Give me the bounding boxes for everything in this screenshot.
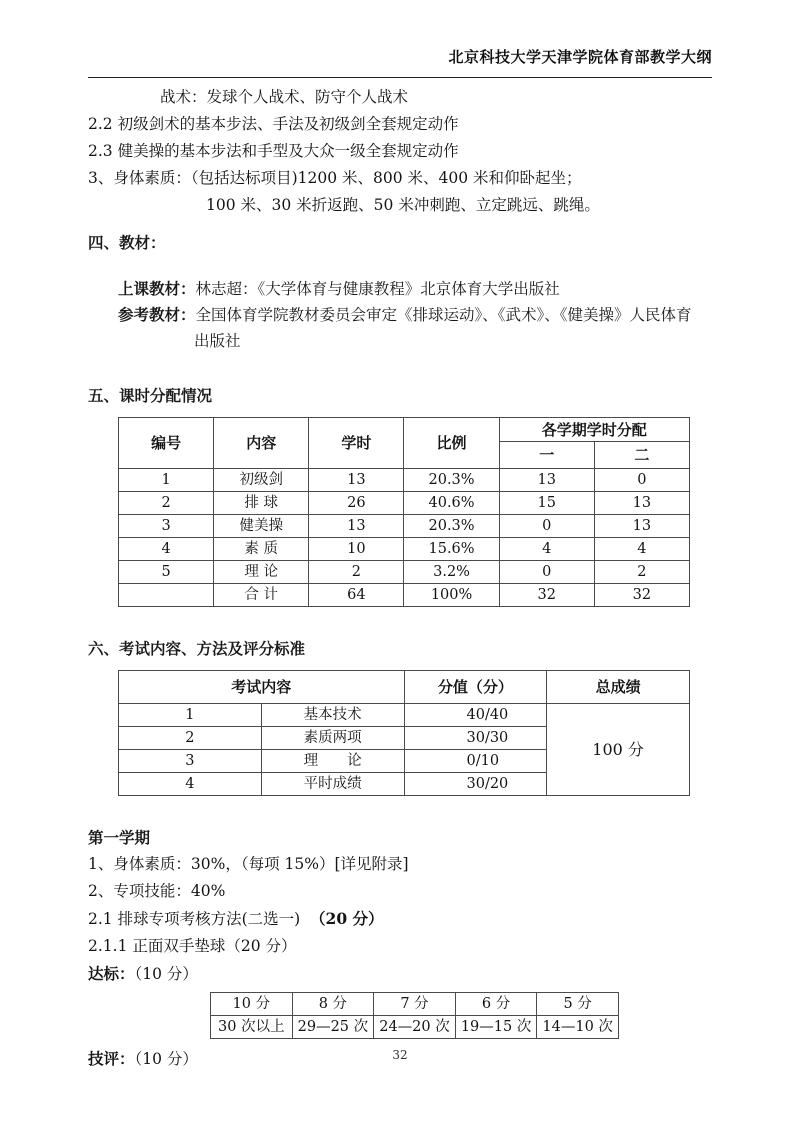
spacer <box>88 796 712 824</box>
text-line-2-3: 2.3 健美操的基本步法和手型及大众一级全套规定动作 <box>88 142 459 160</box>
cell-hours: 10 <box>309 538 404 561</box>
cell-number: 3 <box>119 515 214 538</box>
cell-term-2: 32 <box>594 584 689 607</box>
hours-allocation-table <box>118 417 690 607</box>
table-header-row <box>119 418 690 442</box>
cell-term-1: 4 <box>499 538 594 561</box>
cell-item: 基本技术 <box>261 704 404 727</box>
table-row <box>119 704 690 727</box>
cell-content: 初级剑 <box>214 469 309 492</box>
term1-line-2-1 <box>88 905 712 933</box>
text-line-2-2: 2.2 初级剑术的基本步法、手法及初级剑全套规定动作 <box>88 115 459 133</box>
material-class-label: 上课教材： <box>118 279 196 298</box>
standard-value: （10 分） <box>134 965 198 983</box>
cell-hours: 64 <box>309 584 404 607</box>
cell-item: 理 论 <box>261 750 404 773</box>
cell-count: 30 次以上 <box>211 1016 293 1039</box>
table-header-row <box>119 671 690 704</box>
cell-content: 素 质 <box>214 538 309 561</box>
cell-score: 6 分 <box>455 993 537 1016</box>
section-heading-exam: 六、考试内容、方法及评分标准 <box>88 639 306 658</box>
cell-number: 2 <box>119 727 262 750</box>
cell-term-2: 2 <box>594 561 689 584</box>
material-ref-continuation: 出版社 <box>194 332 241 350</box>
cell-number: 3 <box>119 750 262 773</box>
table-row <box>119 538 690 561</box>
cell-term-2: 4 <box>594 538 689 561</box>
th-term-1: 一 <box>499 442 594 469</box>
section-heading-materials: 四、教材： <box>88 233 166 252</box>
cell-score: 7 分 <box>374 993 456 1016</box>
section-heading-term1: 第一学期 <box>88 828 151 847</box>
cell-score: 30/30 <box>404 727 547 750</box>
document-body <box>88 84 712 1073</box>
cell-number: 5 <box>119 561 214 584</box>
cell-item: 素质两项 <box>261 727 404 750</box>
cell-content: 合 计 <box>214 584 309 607</box>
cell-content: 理 论 <box>214 561 309 584</box>
cell-hours: 13 <box>309 469 404 492</box>
cell-term-1: 0 <box>499 561 594 584</box>
th-terms-group: 各学期学时分配 <box>499 418 689 442</box>
exam-content-table <box>118 670 690 796</box>
th-hours: 学时 <box>309 418 404 469</box>
th-ratio: 比例 <box>404 418 499 469</box>
standard-row <box>88 960 712 988</box>
cell-total-score: 100 分 <box>547 704 690 796</box>
skill-value: （10 分） <box>134 1050 198 1068</box>
cell-score: 30/20 <box>404 773 547 796</box>
th-exam-content: 考试内容 <box>119 671 405 704</box>
cell-number: 1 <box>119 469 214 492</box>
cell-number <box>119 584 214 607</box>
term1-line-2-1-text: 2.1 排球专项考核方法(二选一) <box>88 910 301 928</box>
skill-label: 技评： <box>88 1049 135 1068</box>
cell-number: 2 <box>119 492 214 515</box>
cell-count: 19—15 次 <box>455 1016 537 1039</box>
table-row <box>119 515 690 538</box>
cell-term-1: 13 <box>499 469 594 492</box>
cell-ratio: 100% <box>404 584 499 607</box>
cell-count: 24—20 次 <box>374 1016 456 1039</box>
th-term-2: 二 <box>594 442 689 469</box>
th-exam-score: 分值（分） <box>404 671 547 704</box>
cell-term-1: 15 <box>499 492 594 515</box>
cell-content: 健美操 <box>214 515 309 538</box>
table-total-row <box>119 584 690 607</box>
cell-content: 排 球 <box>214 492 309 515</box>
cell-score: 40/40 <box>404 704 547 727</box>
cell-score: 10 分 <box>211 993 293 1016</box>
running-header: 北京科技大学天津学院体育部教学大纲 <box>448 48 712 66</box>
cell-count: 14—10 次 <box>537 1016 619 1039</box>
cell-number: 4 <box>119 538 214 561</box>
material-ref-value: 全国体育学院教材委员会审定《排球运动》、《武术》、《健美操》人民体育 <box>195 306 692 324</box>
material-ref-row <box>88 302 712 328</box>
table-row <box>119 469 690 492</box>
th-number: 编号 <box>119 418 214 469</box>
cell-item: 平时成绩 <box>261 773 404 796</box>
cell-hours: 2 <box>309 561 404 584</box>
cell-hours: 26 <box>309 492 404 515</box>
cell-ratio: 3.2% <box>404 561 499 584</box>
cell-term-2: 13 <box>594 515 689 538</box>
cell-term-1: 0 <box>499 515 594 538</box>
spacer <box>88 354 712 382</box>
spacer <box>88 219 712 229</box>
spacer <box>88 607 712 635</box>
cell-number: 1 <box>119 704 262 727</box>
cell-score: 8 分 <box>292 993 374 1016</box>
cell-score: 0/10 <box>404 750 547 773</box>
cell-count: 29—25 次 <box>292 1016 374 1039</box>
material-ref-label: 参考教材： <box>118 305 196 324</box>
cell-number: 4 <box>119 773 262 796</box>
table-row <box>119 561 690 584</box>
section-heading-hours: 五、课时分配情况 <box>88 386 213 405</box>
standard-score-table <box>210 992 619 1039</box>
spacer <box>88 256 712 276</box>
table-row-scores <box>211 993 619 1016</box>
term1-line-1: 1、身体素质：30%，（每项 15%）[详见附录] <box>88 855 409 873</box>
term1-line-2-1-1: 2.1.1 正面双手垫球（20 分） <box>88 937 297 955</box>
cell-ratio: 40.6% <box>404 492 499 515</box>
term1-line-2: 2、专项技能：40% <box>88 882 226 900</box>
th-content: 内容 <box>214 418 309 469</box>
text-line-tactics: 战术：发球个人战术、防守个人战术 <box>160 88 409 106</box>
term1-line-2-1-points: （20 分） <box>310 909 384 928</box>
page-number: 32 <box>392 1048 408 1062</box>
material-class-row <box>88 276 712 302</box>
th-exam-total: 总成绩 <box>547 671 690 704</box>
cell-term-2: 0 <box>594 469 689 492</box>
cell-term-1: 32 <box>499 584 594 607</box>
cell-term-2: 13 <box>594 492 689 515</box>
text-line-3-b: 100 米、30 米折返跑、50 米冲刺跑、立定跳远、跳绳。 <box>206 196 600 214</box>
table-row <box>119 492 690 515</box>
text-line-3-a: 3、身体素质：（包括达标项目)1200 米、800 米、400 米和仰卧起坐； <box>88 169 582 187</box>
cell-ratio: 15.6% <box>404 538 499 561</box>
material-class-value: 林志超：《大学体育与健康教程》北京体育大学出版社 <box>195 280 560 298</box>
cell-hours: 13 <box>309 515 404 538</box>
cell-ratio: 20.3% <box>404 515 499 538</box>
header-rule <box>88 77 712 78</box>
standard-label: 达标： <box>88 964 135 983</box>
cell-ratio: 20.3% <box>404 469 499 492</box>
table-row-counts <box>211 1016 619 1039</box>
cell-score: 5 分 <box>537 993 619 1016</box>
